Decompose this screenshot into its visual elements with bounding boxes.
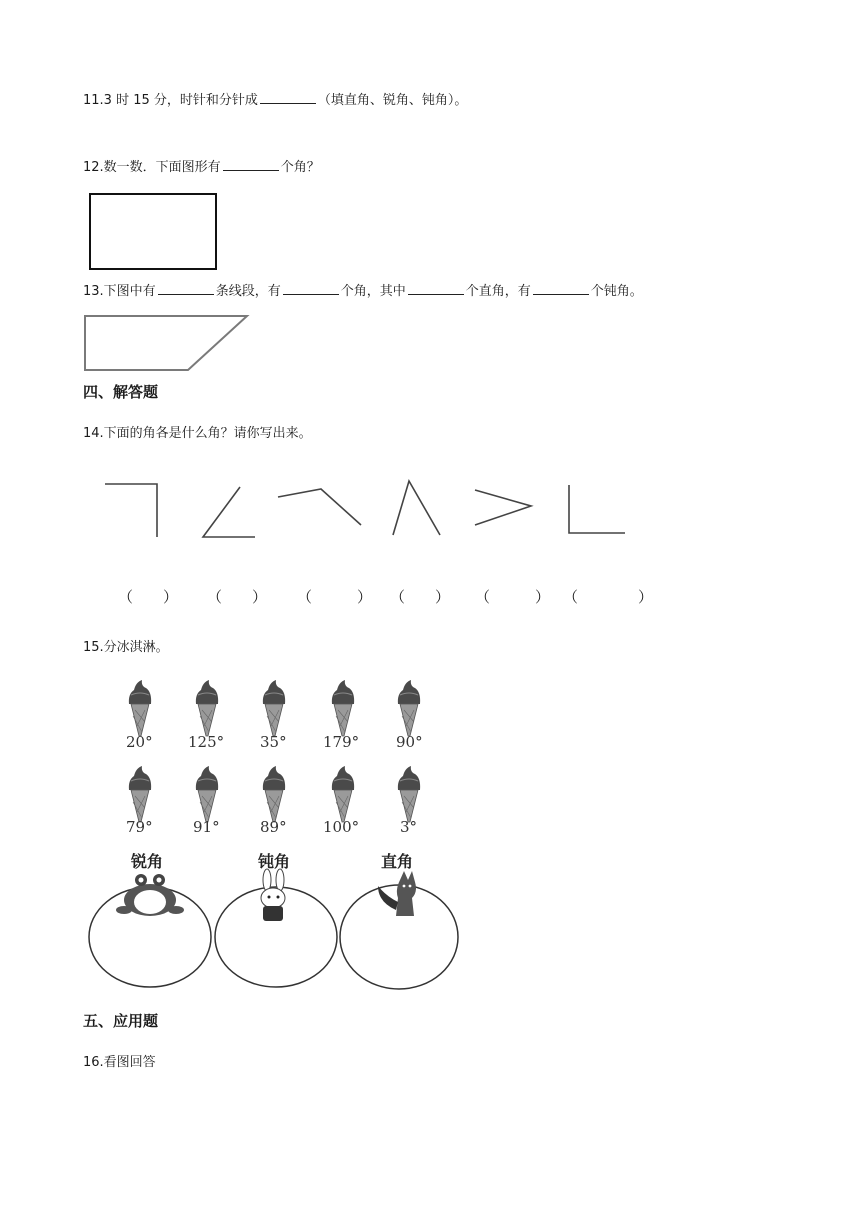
q13-text-2: 条线段，有 xyxy=(215,284,281,299)
q12-suffix: 个角？ xyxy=(280,160,320,175)
category-obtuse: 钝角 xyxy=(258,852,291,871)
q12-prefix: 12.数一数．下面图形有 xyxy=(83,160,221,175)
category-right: 直角 xyxy=(381,852,414,871)
q13-text-5: 个钝角。 xyxy=(590,284,643,299)
ice-cream-icon xyxy=(129,766,151,822)
ice-cream-icon xyxy=(263,680,285,736)
angle-label: 100° xyxy=(323,818,360,836)
angle-label: 179° xyxy=(323,733,360,751)
ice-cream-icon xyxy=(332,680,354,736)
ice-cream-icon xyxy=(398,680,420,736)
ice-cream-icon xyxy=(196,680,218,736)
frog-icon xyxy=(116,874,184,916)
answer-paren-5: （ ） xyxy=(475,588,551,606)
section-4-heading: 四、解答题 xyxy=(83,383,159,401)
fox-icon xyxy=(378,871,416,916)
ice-cream-icon xyxy=(129,680,151,736)
angle-label: 91° xyxy=(193,818,220,836)
question-16: 16.看图回答 xyxy=(83,1055,156,1070)
category-acute: 锐角 xyxy=(131,852,164,871)
angle-label: 89° xyxy=(260,818,287,836)
answer-paren-1: （ ） xyxy=(118,588,179,606)
ice-cream-icon xyxy=(398,766,420,822)
angle-label: 125° xyxy=(188,733,225,751)
question-15: 15.分冰淇淋。 xyxy=(83,640,169,655)
ice-cream-icon xyxy=(263,766,285,822)
section-5-heading: 五、应用题 xyxy=(83,1012,159,1030)
ice-cream-row-1 xyxy=(129,680,420,736)
q13-text-3: 个角，其中 xyxy=(340,284,406,299)
ice-cream-row-2 xyxy=(129,766,420,822)
angle-label: 79° xyxy=(126,818,153,836)
question-14: 14.下面的角各是什么角？请你写出来。 xyxy=(83,426,312,441)
answer-paren-4: （ ） xyxy=(390,588,451,606)
angle-label: 3° xyxy=(400,818,418,836)
q13-text-1: 13.下图中有 xyxy=(83,284,156,299)
angle-label: 90° xyxy=(396,733,423,751)
q11-prefix: 11.3 时 15 分，时针和分针成 xyxy=(83,93,258,108)
rabbit-icon xyxy=(261,869,285,921)
answer-paren-6: （ ） xyxy=(563,588,654,606)
answer-paren-3: （ ） xyxy=(297,588,373,606)
answer-paren-2: （ ） xyxy=(207,588,268,606)
ice-cream-icon xyxy=(196,766,218,822)
ice-cream-icon xyxy=(332,766,354,822)
angle-label: 35° xyxy=(260,733,287,751)
q13-text-4: 个直角，有 xyxy=(465,284,531,299)
angle-label: 20° xyxy=(126,733,153,751)
q11-suffix: （填直角、锐角、钝角）。 xyxy=(317,93,468,108)
